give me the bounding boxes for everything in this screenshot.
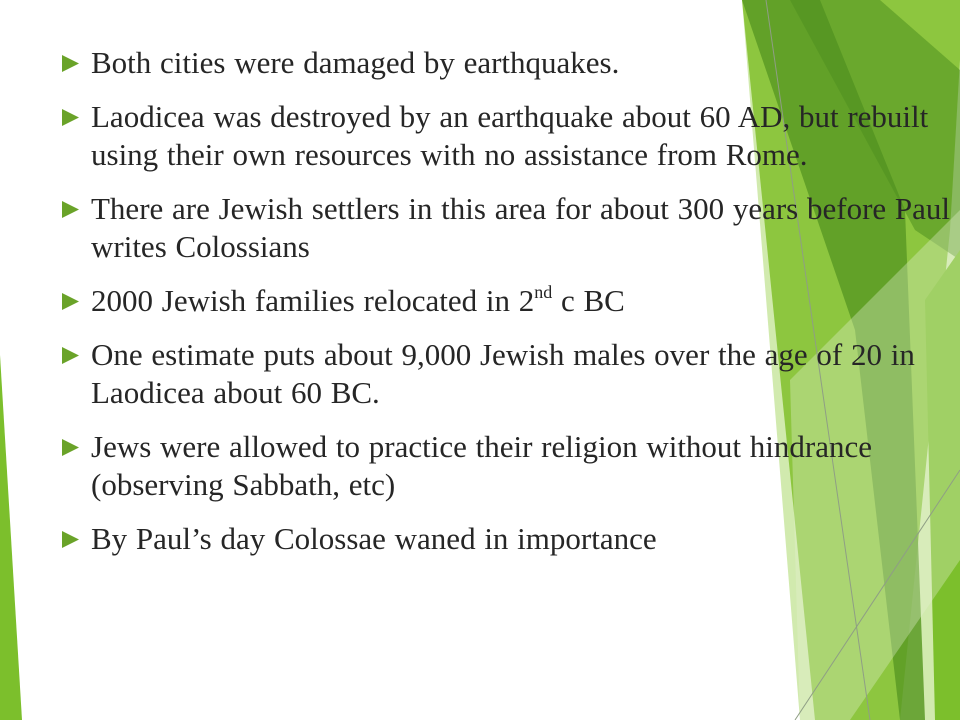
arrow-bullet-icon: [62, 336, 91, 374]
bullet-item-6: [62, 428, 957, 504]
bullet-item-5: [62, 336, 957, 412]
bullet-text: There are Jewish settlers in this area for about 300 years before Paul writes Colossians: [91, 191, 951, 264]
left-green-wedge: [0, 355, 22, 720]
arrow-bullet-icon: [62, 282, 91, 320]
ordinal-superscript: nd: [534, 281, 553, 302]
slide-content: [62, 44, 957, 574]
bullet-text-before: 2000 Jewish families relocated in 2: [91, 283, 535, 318]
bullet-text: [91, 282, 957, 320]
bullet-list: [62, 44, 957, 558]
bullet-text: Both cities were damaged by earthquakes.: [91, 45, 620, 80]
bullet-text: One estimate puts about 9,000 Jewish males over the age of 20 in Laodicea about 60 BC.: [91, 337, 915, 410]
bullet-item-1: [62, 44, 957, 82]
arrow-bullet-icon: [62, 44, 91, 82]
bullet-text: By Paul’s day Colossae waned in importance: [91, 521, 657, 556]
arrow-bullet-icon: [62, 190, 91, 228]
bullet-item-4: [62, 282, 957, 320]
bullet-item-7: [62, 520, 957, 558]
arrow-bullet-icon: [62, 98, 91, 136]
bullet-item-3: [62, 190, 957, 266]
bullet-item-2: [62, 98, 957, 174]
bullet-text: Laodicea was destroyed by an earthquake about 60 AD, but rebuilt using their own resources with no assistance from Rome.: [91, 99, 929, 172]
bullet-text: Jews were allowed to practice their religion without hindrance (observing Sabbath, etc): [91, 429, 873, 502]
arrow-bullet-icon: [62, 520, 91, 558]
arrow-bullet-icon: [62, 428, 91, 466]
bullet-text-after: c BC: [552, 283, 625, 318]
